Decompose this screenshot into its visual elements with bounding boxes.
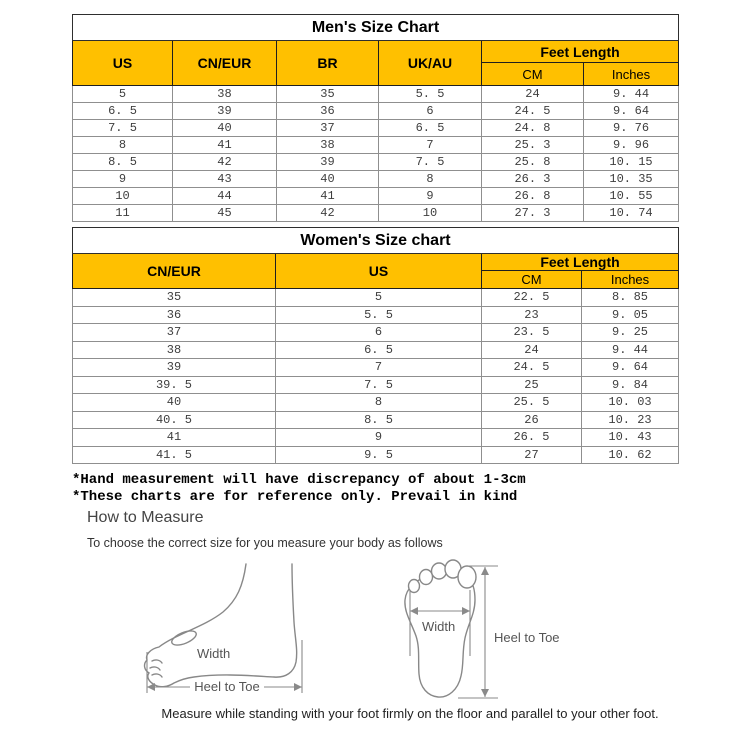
table-cell: 9. 76 bbox=[584, 120, 679, 137]
mens-title-row bbox=[73, 15, 679, 41]
column-header-inches: Inches bbox=[584, 63, 679, 86]
table-cell: 22. 5 bbox=[482, 289, 582, 307]
column-header-us: US bbox=[73, 41, 173, 86]
table-cell: 26. 8 bbox=[482, 188, 584, 205]
table-row bbox=[73, 341, 679, 359]
table-cell: 9. 25 bbox=[582, 324, 679, 342]
table-cell: 5 bbox=[73, 86, 173, 103]
table-cell: 8 bbox=[73, 137, 173, 154]
table-cell: 7 bbox=[379, 137, 482, 154]
table-row bbox=[73, 359, 679, 377]
table-cell: 24 bbox=[482, 341, 582, 359]
table-cell: 39 bbox=[173, 103, 277, 120]
table-cell: 24 bbox=[482, 86, 584, 103]
table-cell: 38 bbox=[277, 137, 379, 154]
table-cell: 10. 23 bbox=[582, 411, 679, 429]
table-cell: 36 bbox=[73, 306, 276, 324]
column-header-feet-length: Feet Length bbox=[482, 41, 679, 63]
table-cell: 9. 84 bbox=[582, 376, 679, 394]
table-cell: 6. 5 bbox=[379, 120, 482, 137]
column-header-cm: CM bbox=[482, 271, 582, 289]
table-cell: 8 bbox=[379, 171, 482, 188]
table-cell: 9. 05 bbox=[582, 306, 679, 324]
table-cell: 39 bbox=[277, 154, 379, 171]
arrowhead-icon bbox=[481, 567, 489, 575]
width-label: Width bbox=[197, 646, 231, 661]
table-cell: 45 bbox=[173, 205, 277, 222]
table-cell: 24. 5 bbox=[482, 359, 582, 377]
table-cell: 9. 44 bbox=[582, 341, 679, 359]
table-row bbox=[73, 103, 679, 120]
table-row bbox=[73, 289, 679, 307]
table-cell: 26 bbox=[482, 411, 582, 429]
table-row bbox=[73, 394, 679, 412]
womens-header-row bbox=[73, 254, 679, 271]
table-cell: 9 bbox=[276, 429, 482, 447]
table-cell: 8. 5 bbox=[276, 411, 482, 429]
table-cell: 42 bbox=[277, 205, 379, 222]
table-cell: 10 bbox=[73, 188, 173, 205]
table-cell: 10. 62 bbox=[582, 446, 679, 464]
table-cell: 5. 5 bbox=[276, 306, 482, 324]
table-cell: 27 bbox=[482, 446, 582, 464]
table-cell: 6. 5 bbox=[276, 341, 482, 359]
table-cell: 36 bbox=[277, 103, 379, 120]
table-cell: 9 bbox=[379, 188, 482, 205]
table-cell: 9. 44 bbox=[584, 86, 679, 103]
table-row bbox=[73, 411, 679, 429]
table-cell: 5. 5 bbox=[379, 86, 482, 103]
table-cell: 39 bbox=[73, 359, 276, 377]
arrowhead-icon bbox=[462, 607, 470, 615]
table-cell: 27. 3 bbox=[482, 205, 584, 222]
side-view-foot-diagram bbox=[142, 560, 317, 702]
table-cell: 26. 3 bbox=[482, 171, 584, 188]
mens-chart-title: Men's Size Chart bbox=[73, 15, 679, 41]
table-cell: 25. 3 bbox=[482, 137, 584, 154]
foot-outline bbox=[145, 564, 297, 687]
table-cell: 7. 5 bbox=[276, 376, 482, 394]
mens-size-table bbox=[72, 14, 679, 222]
table-row bbox=[73, 306, 679, 324]
arrowhead-icon bbox=[147, 683, 155, 691]
table-cell: 43 bbox=[173, 171, 277, 188]
table-cell: 41 bbox=[173, 137, 277, 154]
table-row bbox=[73, 86, 679, 103]
table-cell: 7 bbox=[276, 359, 482, 377]
table-cell: 10 bbox=[379, 205, 482, 222]
table-cell: 37 bbox=[277, 120, 379, 137]
table-cell: 9. 96 bbox=[584, 137, 679, 154]
table-cell: 41. 5 bbox=[73, 446, 276, 464]
table-cell: 23 bbox=[482, 306, 582, 324]
table-cell: 10. 43 bbox=[582, 429, 679, 447]
width-band bbox=[170, 628, 198, 648]
table-cell: 25 bbox=[482, 376, 582, 394]
column-header-cneur: CN/EUR bbox=[173, 41, 277, 86]
table-cell: 7. 5 bbox=[73, 120, 173, 137]
how-to-measure-subtext: To choose the correct size for you measure your body as follows bbox=[87, 536, 443, 550]
heel-to-toe-label: Heel to Toe bbox=[194, 679, 260, 694]
table-cell: 9. 64 bbox=[582, 359, 679, 377]
table-cell: 10. 35 bbox=[584, 171, 679, 188]
table-cell: 35 bbox=[73, 289, 276, 307]
top-view-foot-diagram bbox=[398, 556, 598, 706]
measure-instruction-caption: Measure while standing with your foot firmly on the floor and parallel to your other foot. bbox=[161, 706, 659, 721]
table-cell: 38 bbox=[73, 341, 276, 359]
column-header-feet-length: Feet Length bbox=[482, 254, 679, 271]
table-cell: 9. 64 bbox=[584, 103, 679, 120]
table-row bbox=[73, 137, 679, 154]
womens-title-row bbox=[73, 228, 679, 254]
heel-to-toe-label: Heel to Toe bbox=[494, 630, 560, 645]
table-cell: 40 bbox=[173, 120, 277, 137]
footnote-line: *These charts are for reference only. Prevail in kind bbox=[72, 489, 518, 505]
toe bbox=[432, 563, 447, 579]
how-to-measure-heading: How to Measure bbox=[87, 509, 204, 526]
table-cell: 44 bbox=[173, 188, 277, 205]
table-cell: 40 bbox=[73, 394, 276, 412]
table-cell: 9 bbox=[73, 171, 173, 188]
mens-header-row bbox=[73, 41, 679, 63]
arrowhead-icon bbox=[294, 683, 302, 691]
table-row bbox=[73, 324, 679, 342]
table-cell: 6. 5 bbox=[73, 103, 173, 120]
table-cell: 7. 5 bbox=[379, 154, 482, 171]
column-header-cneur: CN/EUR bbox=[73, 254, 276, 289]
footnotes bbox=[72, 472, 526, 506]
big-toe bbox=[458, 566, 476, 588]
arrowhead-icon bbox=[410, 607, 418, 615]
table-cell: 10. 55 bbox=[584, 188, 679, 205]
table-cell: 10. 74 bbox=[584, 205, 679, 222]
table-cell: 10. 15 bbox=[584, 154, 679, 171]
table-cell: 41 bbox=[277, 188, 379, 205]
table-cell: 6 bbox=[276, 324, 482, 342]
table-cell: 10. 03 bbox=[582, 394, 679, 412]
table-cell: 8 bbox=[276, 394, 482, 412]
table-cell: 6 bbox=[379, 103, 482, 120]
table-row bbox=[73, 188, 679, 205]
table-cell: 35 bbox=[277, 86, 379, 103]
table-row bbox=[73, 429, 679, 447]
table-cell: 25. 5 bbox=[482, 394, 582, 412]
column-header-ukau: UK/AU bbox=[379, 41, 482, 86]
table-cell: 38 bbox=[173, 86, 277, 103]
table-cell: 40 bbox=[277, 171, 379, 188]
table-cell: 11 bbox=[73, 205, 173, 222]
table-cell: 24. 5 bbox=[482, 103, 584, 120]
column-header-us: US bbox=[276, 254, 482, 289]
toe bbox=[420, 570, 433, 585]
table-cell: 9. 5 bbox=[276, 446, 482, 464]
table-row bbox=[73, 376, 679, 394]
table-cell: 37 bbox=[73, 324, 276, 342]
womens-size-table bbox=[72, 227, 679, 464]
table-cell: 26. 5 bbox=[482, 429, 582, 447]
table-row bbox=[73, 446, 679, 464]
table-cell: 40. 5 bbox=[73, 411, 276, 429]
table-row bbox=[73, 120, 679, 137]
table-cell: 8. 85 bbox=[582, 289, 679, 307]
table-cell: 23. 5 bbox=[482, 324, 582, 342]
table-row bbox=[73, 171, 679, 188]
table-cell: 39. 5 bbox=[73, 376, 276, 394]
column-header-inches: Inches bbox=[582, 271, 679, 289]
table-cell: 42 bbox=[173, 154, 277, 171]
table-row bbox=[73, 154, 679, 171]
arrowhead-icon bbox=[481, 689, 489, 697]
table-cell: 8. 5 bbox=[73, 154, 173, 171]
womens-chart-title: Women's Size chart bbox=[73, 228, 679, 254]
toe-lines bbox=[150, 660, 162, 677]
table-cell: 41 bbox=[73, 429, 276, 447]
column-header-cm: CM bbox=[482, 63, 584, 86]
table-cell: 25. 8 bbox=[482, 154, 584, 171]
table-row bbox=[73, 205, 679, 222]
table-cell: 5 bbox=[276, 289, 482, 307]
column-header-br: BR bbox=[277, 41, 379, 86]
footnote-line: *Hand measurement will have discrepancy of about 1-3cm bbox=[72, 472, 526, 488]
width-label: Width bbox=[422, 619, 456, 634]
table-cell: 24. 8 bbox=[482, 120, 584, 137]
